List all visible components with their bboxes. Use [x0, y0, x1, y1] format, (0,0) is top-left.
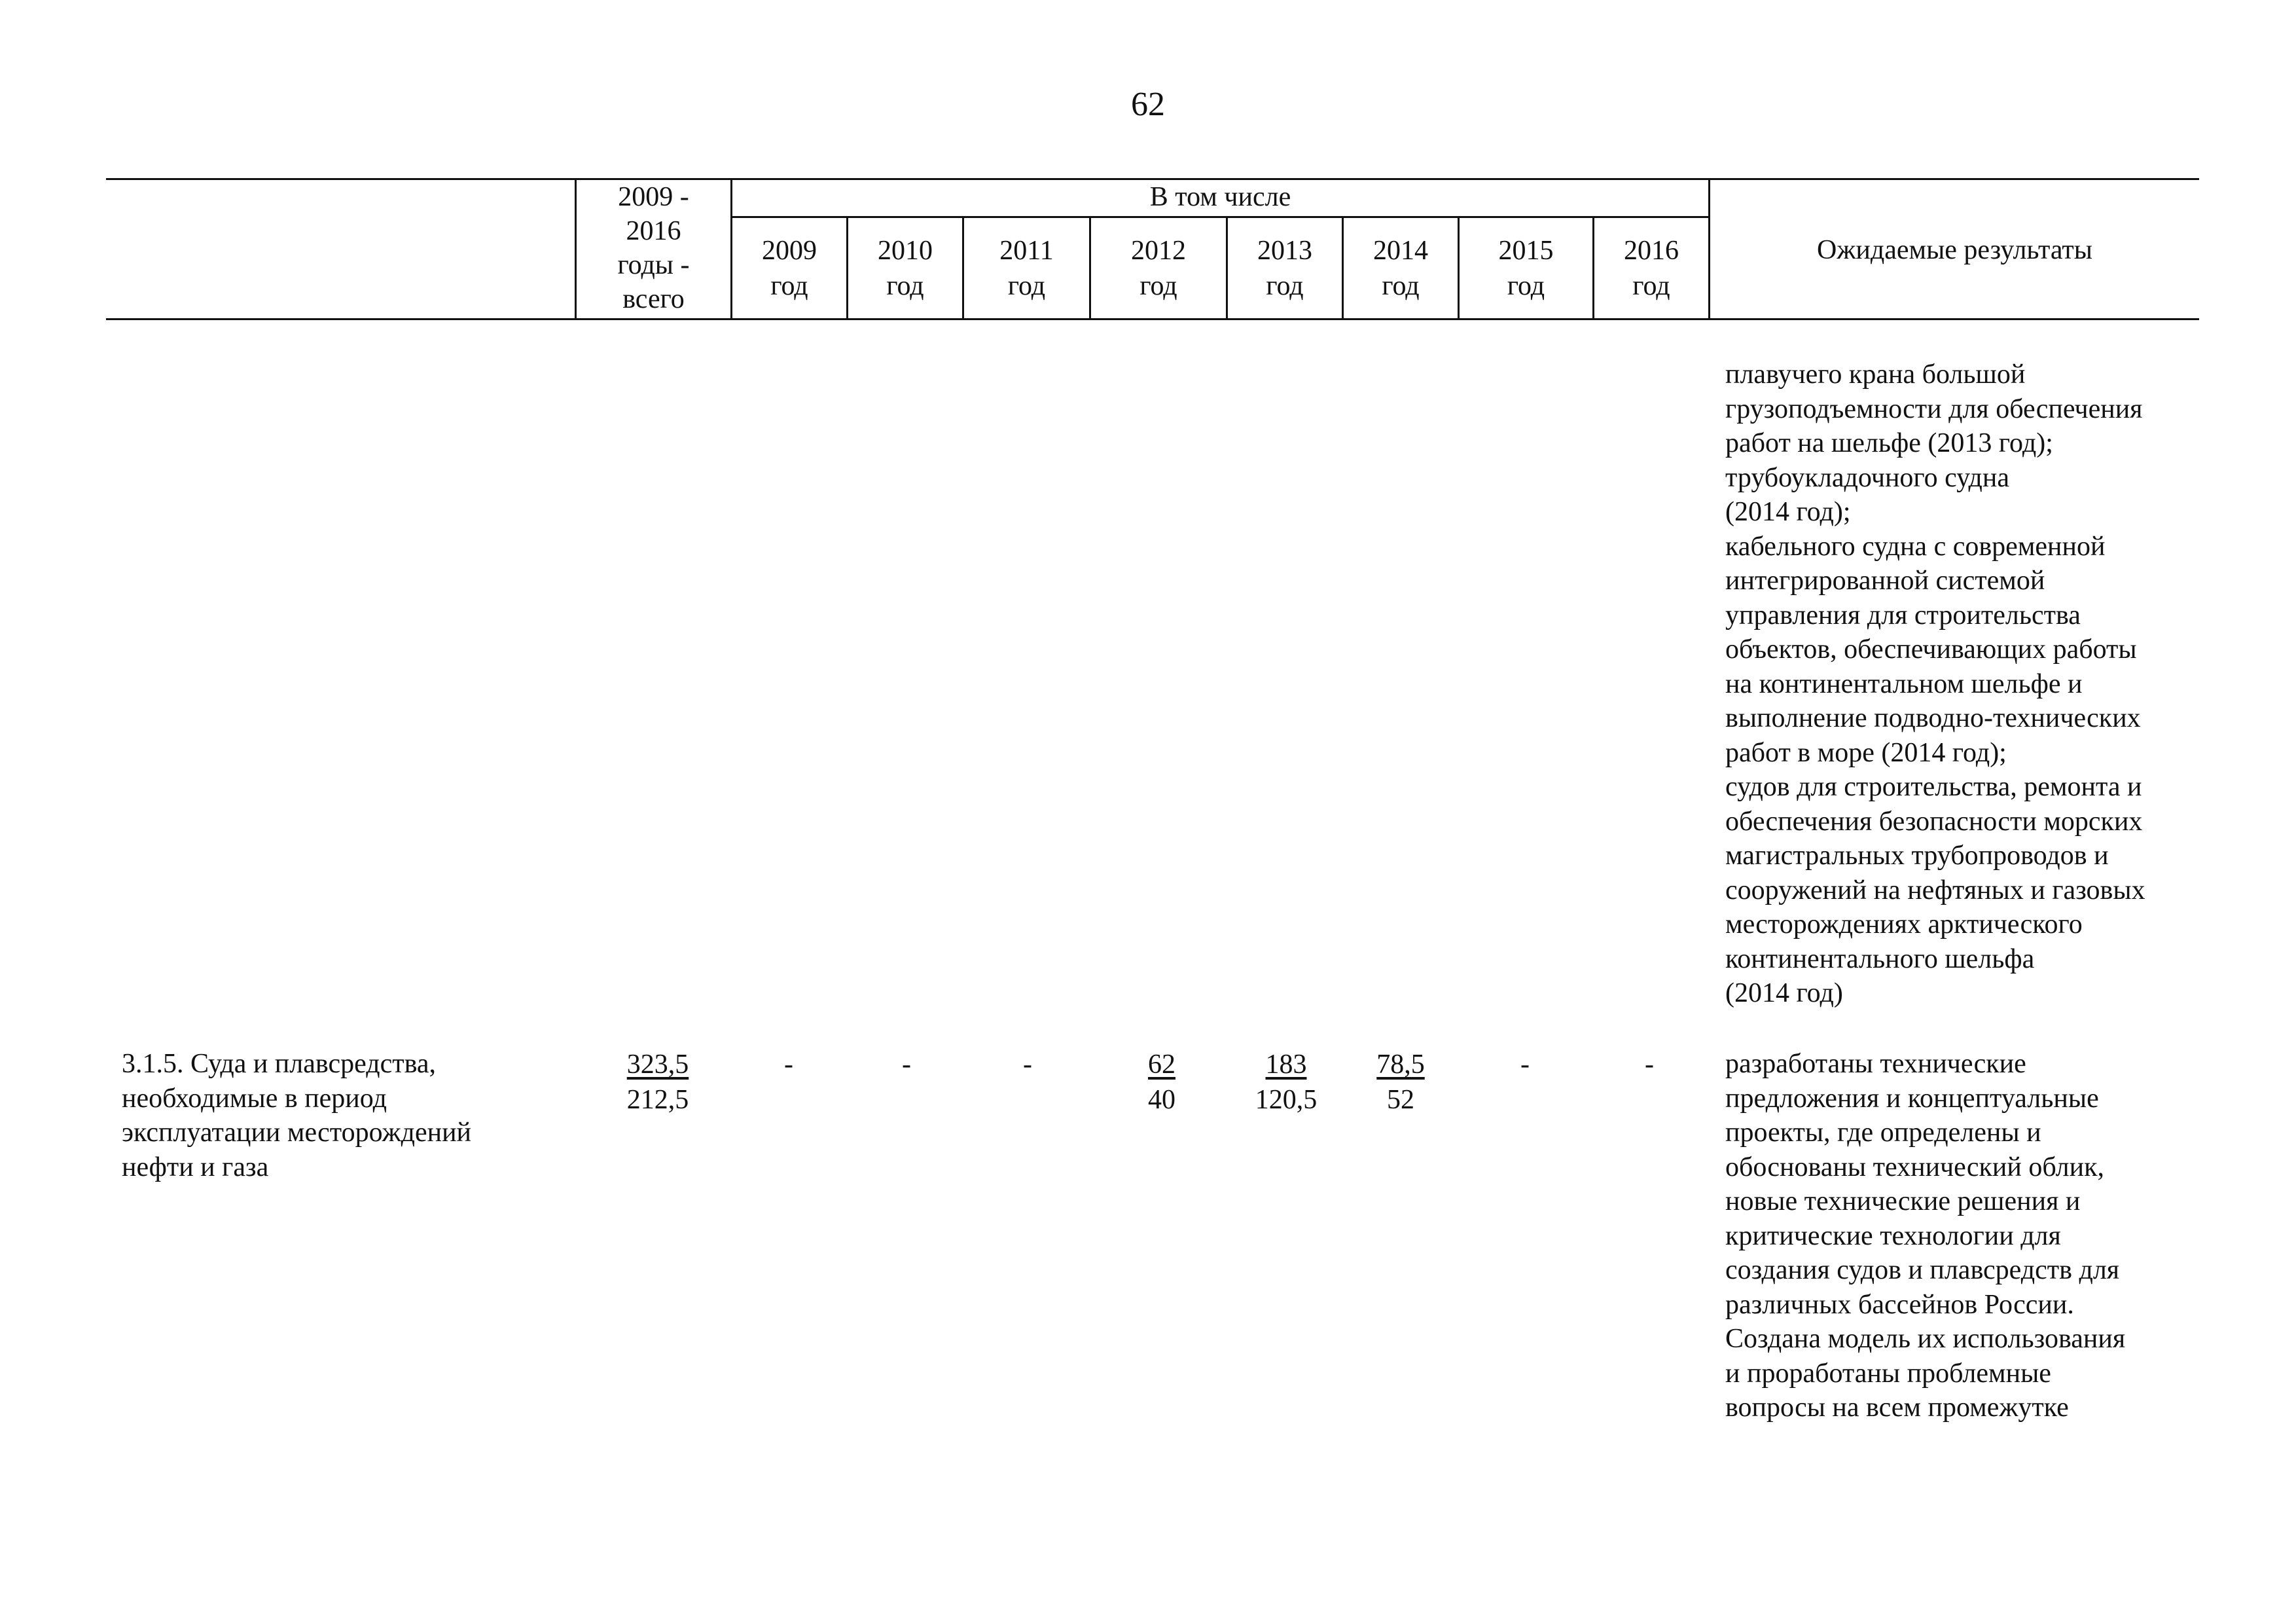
row-315-2014 [1345, 1047, 1456, 1118]
row-315-2012 [1113, 1047, 1211, 1118]
row-315-2013-bottom: 120,5 [1255, 1085, 1318, 1115]
row-315-results: разработаны технические предложения и концептуальные проекты, где определены и обоснованы технический облик, новые технические решения и критические технологии для создания судов и плавсредств для различных бассейнов России. Создана модель их использования и проработаны проблемные вопросы на всем промежутке [1725, 1049, 2126, 1423]
header-bottom-rule [106, 318, 2199, 320]
header-year-2009: 2009 год [762, 236, 817, 301]
row-315-2014-top: 78,5 [1376, 1049, 1425, 1080]
row-315-total-top: 323,5 [626, 1049, 689, 1080]
header-year-2011: 2011 год [999, 236, 1054, 301]
row-315-2013-top: 183 [1265, 1049, 1307, 1080]
row-315-total-bottom: 212,5 [626, 1085, 689, 1115]
row-315-2015: - [1520, 1049, 1530, 1080]
row-315-2012-top: 62 [1148, 1049, 1175, 1080]
row-315-2010: - [902, 1049, 911, 1080]
header-year-2012: 2012 год [1131, 236, 1186, 301]
including-subheader-rule [730, 216, 1709, 218]
header-year-2010: 2010 год [878, 236, 933, 301]
header-year-2015: 2015 год [1498, 236, 1554, 301]
header-year-2014: 2014 год [1373, 236, 1428, 301]
row-315-2011: - [1023, 1049, 1032, 1080]
row-315-2009: - [784, 1049, 793, 1080]
continued-results-text: плавучего крана большой грузоподъемности для обеспечения работ на шельфе (2013 год); трубоукладочного судна (2014 год); кабельного судна с современной интегрированной системой управления для строительства объектов, обеспечивающих работы на континентальном шельфе и выполнение подводно-технических работ в море (2014 год); судов для строительства, ремонта и обеспечения безопасности морских магистральных трубопроводов и сооружений на нефтяных и газовых месторождениях арктического континентального шельфа (2014 год) [1725, 359, 2145, 1008]
header-year-2016: 2016 год [1624, 236, 1679, 301]
row-315-total [602, 1047, 713, 1118]
row-315-2014-bottom: 52 [1387, 1085, 1414, 1115]
row-315-2012-bottom: 40 [1148, 1085, 1175, 1115]
page-number: 62 [1131, 86, 1165, 123]
header-expected-results: Ожидаемые результаты [1817, 235, 2092, 265]
header-year-2013: 2013 год [1257, 236, 1312, 301]
row-315-name: 3.1.5. Суда и плавсредства, необходимые в период эксплуатации месторождений нефти и газа [122, 1049, 472, 1182]
header-including: В том числе [1149, 182, 1291, 212]
row-315-2016: - [1645, 1049, 1654, 1080]
row-315-2013 [1230, 1047, 1342, 1118]
header-total-years: 2009 - 2016 годы - всего [617, 182, 690, 314]
